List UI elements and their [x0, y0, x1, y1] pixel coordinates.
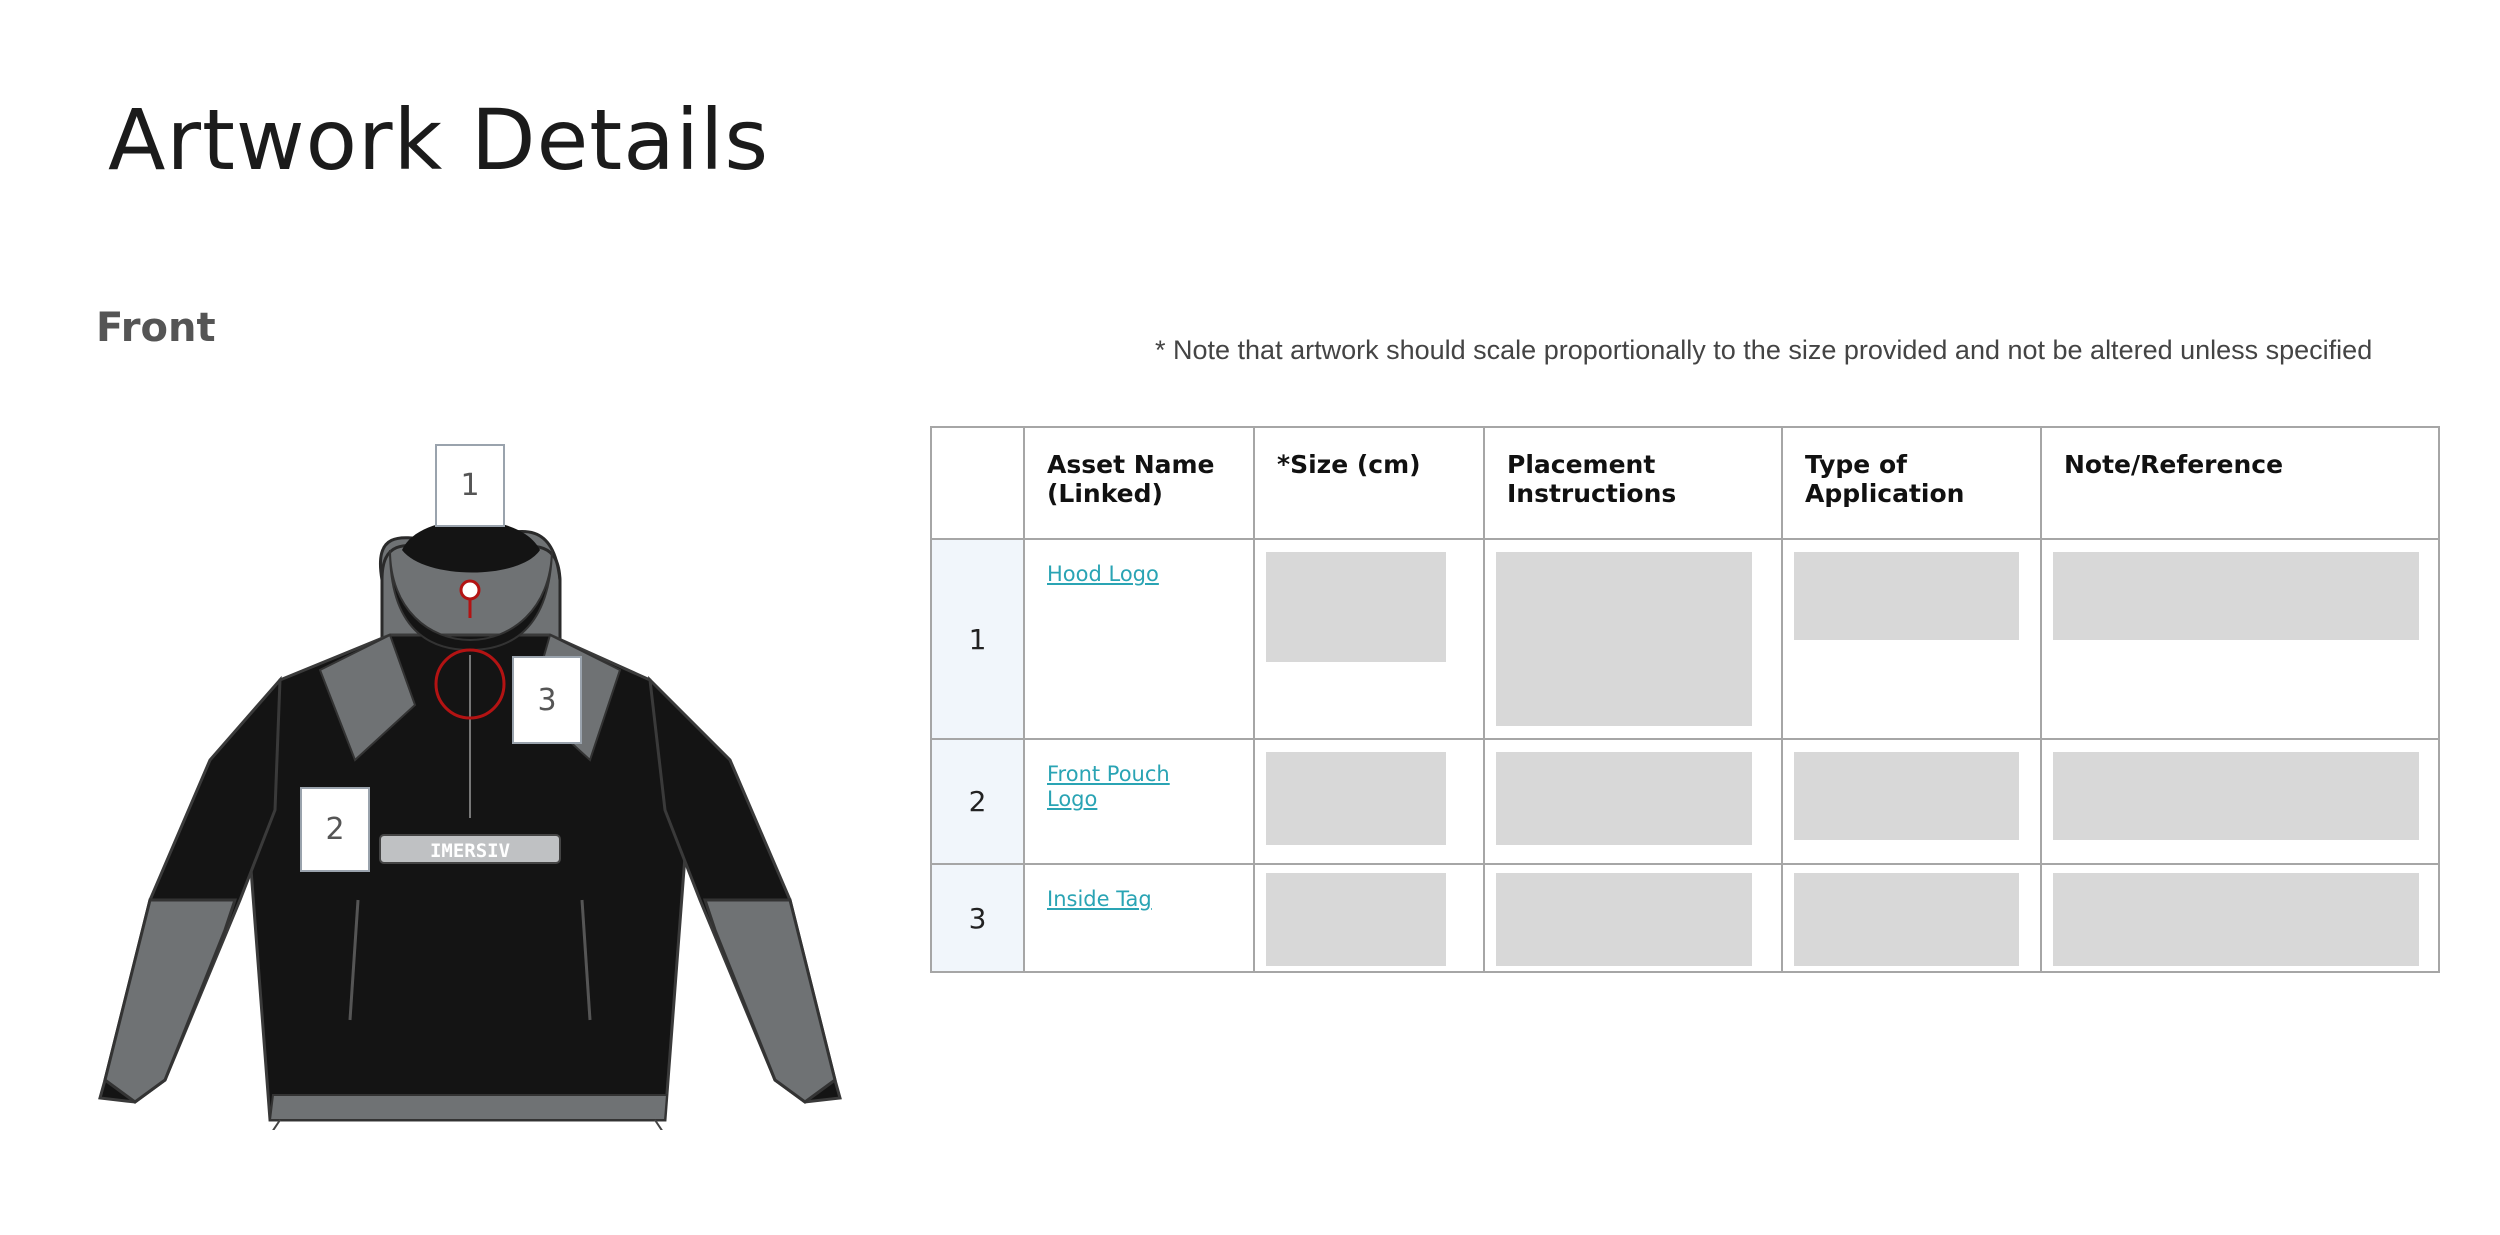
- placement-cell: [1484, 864, 1782, 972]
- note-cell: [2041, 864, 2439, 972]
- table-row: [931, 539, 2439, 739]
- row-index-cell: 2: [931, 739, 1024, 864]
- asset-link-inside-tag[interactable]: Inside Tag: [1047, 887, 1152, 911]
- placement-cell: [1484, 539, 1782, 739]
- type-field[interactable]: [1794, 752, 2019, 840]
- header-size: *Size (cm): [1254, 427, 1484, 539]
- note-field[interactable]: [2053, 752, 2419, 840]
- type-cell: [1782, 539, 2041, 739]
- asset-name-cell: [1024, 739, 1254, 864]
- placement-field[interactable]: [1496, 873, 1752, 966]
- marker-2: 2: [300, 787, 370, 872]
- size-cell: [1254, 864, 1484, 972]
- header-placement: Placement Instructions: [1484, 427, 1782, 539]
- table-row: [931, 739, 2439, 864]
- header-index: [931, 427, 1024, 539]
- placement-field[interactable]: [1496, 552, 1752, 726]
- scale-note: * Note that artwork should scale proportionally to the size provided and not be altered unless specified: [1155, 335, 2373, 365]
- header-asset-name: Asset Name (Linked): [1024, 427, 1254, 539]
- placement-field[interactable]: [1496, 752, 1752, 845]
- table-row: [931, 864, 2439, 972]
- size-cell: [1254, 739, 1484, 864]
- marker-3: 3: [512, 656, 582, 744]
- type-field[interactable]: [1794, 552, 2019, 640]
- size-cell: [1254, 539, 1484, 739]
- type-cell: [1782, 739, 2041, 864]
- table-header-row: [931, 427, 2439, 539]
- note-cell: [2041, 739, 2439, 864]
- asset-name-cell: [1024, 864, 1254, 972]
- asset-link-hood-logo[interactable]: Hood Logo: [1047, 562, 1159, 586]
- note-field[interactable]: [2053, 873, 2419, 966]
- row-index-cell: 1: [931, 539, 1024, 739]
- jacket-drawing: [90, 430, 870, 1130]
- header-type: Type of Application: [1782, 427, 2041, 539]
- pouch-brand-text: IMERSIV: [429, 840, 511, 862]
- jacket-body: [245, 635, 690, 1120]
- section-heading-front: Front: [96, 305, 216, 351]
- size-field[interactable]: [1266, 752, 1446, 845]
- type-cell: [1782, 864, 2041, 972]
- artwork-table: [930, 426, 2440, 973]
- note-field[interactable]: [2053, 552, 2419, 640]
- header-note: Note/Reference: [2041, 427, 2439, 539]
- size-field[interactable]: [1266, 552, 1446, 662]
- asset-link-front-pouch-logo[interactable]: Front Pouch Logo: [1047, 762, 1170, 811]
- page-title: Artwork Details: [108, 91, 770, 189]
- marker-1: 1: [435, 444, 505, 527]
- placement-cell: [1484, 739, 1782, 864]
- type-field[interactable]: [1794, 873, 2019, 966]
- asset-name-cell: [1024, 539, 1254, 739]
- note-cell: [2041, 539, 2439, 739]
- row-index-cell: 3: [931, 864, 1024, 972]
- jacket-illustration: [90, 430, 870, 1130]
- size-field[interactable]: [1266, 873, 1446, 966]
